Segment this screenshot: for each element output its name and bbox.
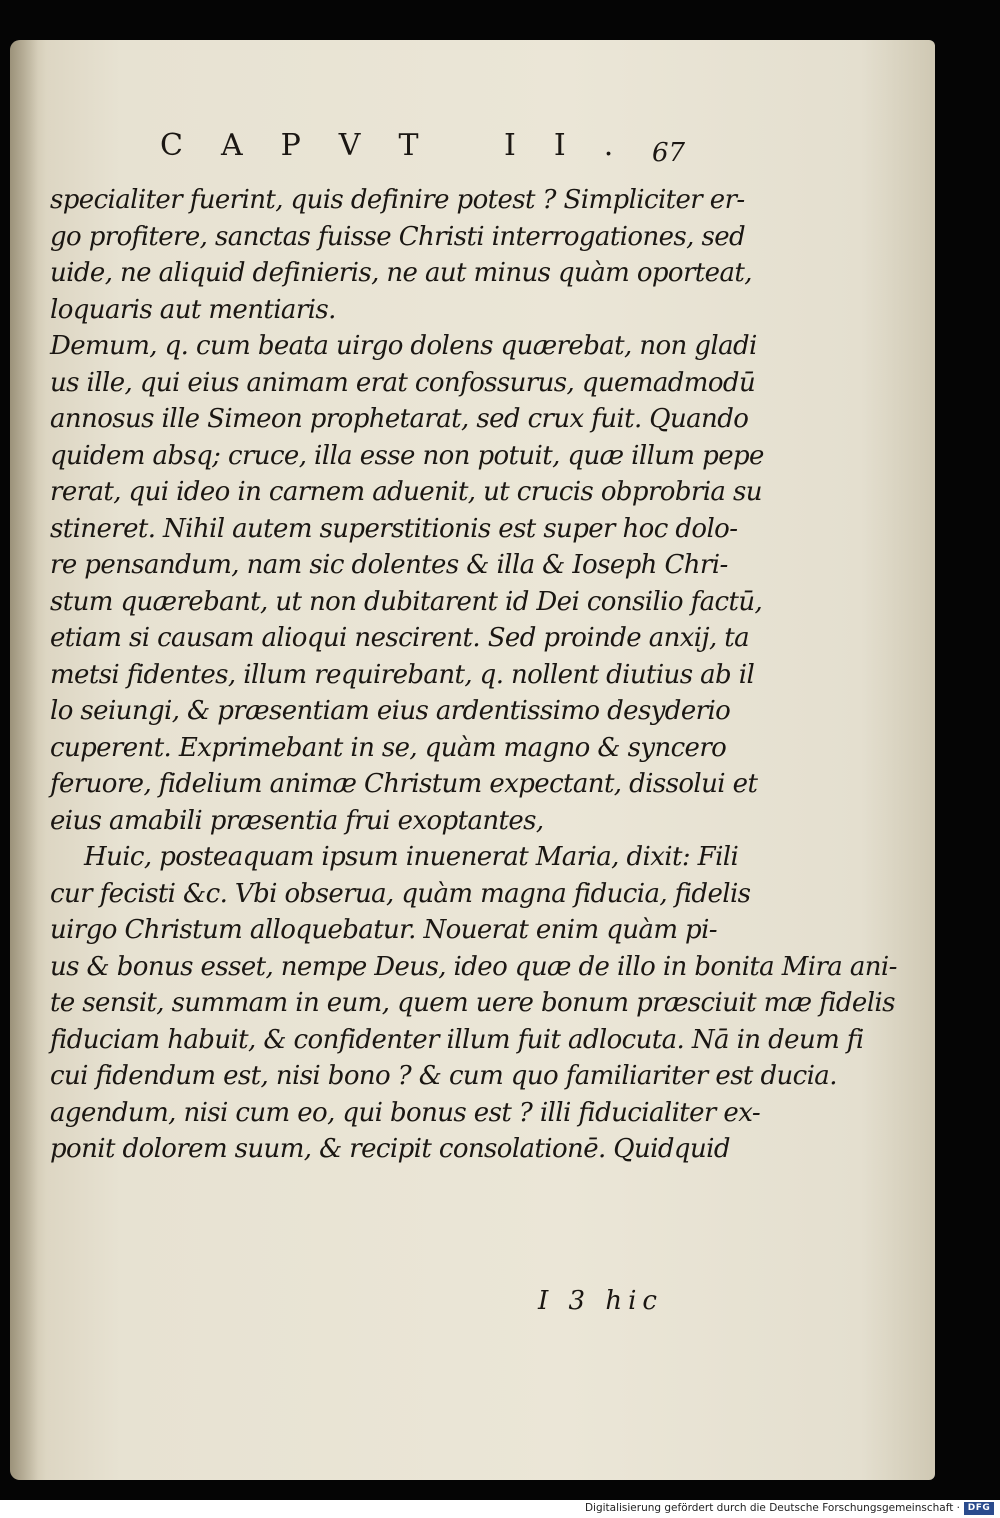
text-line: quidem absq; cruce, illa esse non potuit, quæ illum pepe xyxy=(50,440,764,471)
text-line: us & bonus esset, nempe Deus, ideo quæ de illo in bonita Mira ani- xyxy=(50,951,897,982)
text-line: annosus ille Simeon prophetarat, sed crux fuit. Quando xyxy=(50,404,749,434)
text-line: agendum, nisi cum eo, qui bonus est ? illi fiducialiter ex- xyxy=(50,1097,761,1128)
text-line: specialiter fuerint, quis definire potest ? Simpliciter er- xyxy=(50,185,745,215)
text-line: rerat, qui ideo in carnem aduenit, ut crucis obprobria su xyxy=(50,477,762,507)
text-line: uide, ne aliquid definieris, ne aut minus quàm oporteat, xyxy=(50,258,752,288)
text-line: re pensandum, nam sic dolentes & illa & Ioseph Chri- xyxy=(50,550,728,580)
text-line: etiam si causam alioqui nescirent. Sed proinde anxij, ta xyxy=(50,623,750,653)
text-line: go profitere, sanctas fuisse Christi interrogationes, sed xyxy=(50,221,746,252)
signature-mark: I 3 hic xyxy=(538,1286,663,1316)
page-number: 67 xyxy=(652,138,686,168)
text-line: cur fecisti &c. Vbi obserua, quàm magna fiducia, fidelis xyxy=(50,878,751,909)
text-line: te sensit, summam in eum, quem uere bonum præsciuit mæ fidelis xyxy=(50,988,895,1018)
text-line: stineret. Nihil autem superstitionis est super hoc dolo- xyxy=(50,513,738,544)
text-line: cui fidendum est, nisi bono ? & cum quo familiariter est ducia. xyxy=(50,1061,837,1091)
body-text xyxy=(50,182,897,1168)
text-line: ponit dolorem suum, & recipit consolationē. Quidquid xyxy=(50,1134,730,1164)
text-line: stum quærebant, ut non dubitarent id Dei consilio factū, xyxy=(50,586,763,617)
text-line: lo seiungi, & præsentiam eius ardentissimo desyderio xyxy=(50,696,731,726)
text-line: cuperent. Exprimebant in se, quàm magno & syncero xyxy=(50,732,727,763)
dfg-logo: DFG xyxy=(964,1502,994,1515)
text-line: us ille, qui eius animam erat confossurus, quemadmodū xyxy=(50,367,756,398)
text-line: uirgo Christum alloquebatur. Nouerat enim quàm pi- xyxy=(50,915,717,945)
book-page xyxy=(10,40,935,1480)
running-head: CAPVT II. xyxy=(160,128,652,163)
text-line: metsi fidentes, illum requirebant, q. nollent diutius ab il xyxy=(50,659,755,690)
text-line: eius amabili præsentia frui exoptantes, xyxy=(50,805,544,836)
text-line: loquaris aut mentiaris. xyxy=(50,294,336,325)
text-line: Demum, q. cum beata uirgo dolens quærebat, non gladi xyxy=(50,331,757,361)
text-line: Huic, posteaquam ipsum inuenerat Maria, dixit: Fili xyxy=(84,842,739,872)
funding-credit: Digitalisierung gefördert durch die Deutsche Forschungsgemeinschaft · xyxy=(584,1502,960,1514)
text-line: feruore, fidelium animæ Christum expectant, dissolui et xyxy=(50,769,758,799)
text-line: fiduciam habuit, & confidenter illum fuit adlocuta. Nā in deum fi xyxy=(50,1024,864,1055)
